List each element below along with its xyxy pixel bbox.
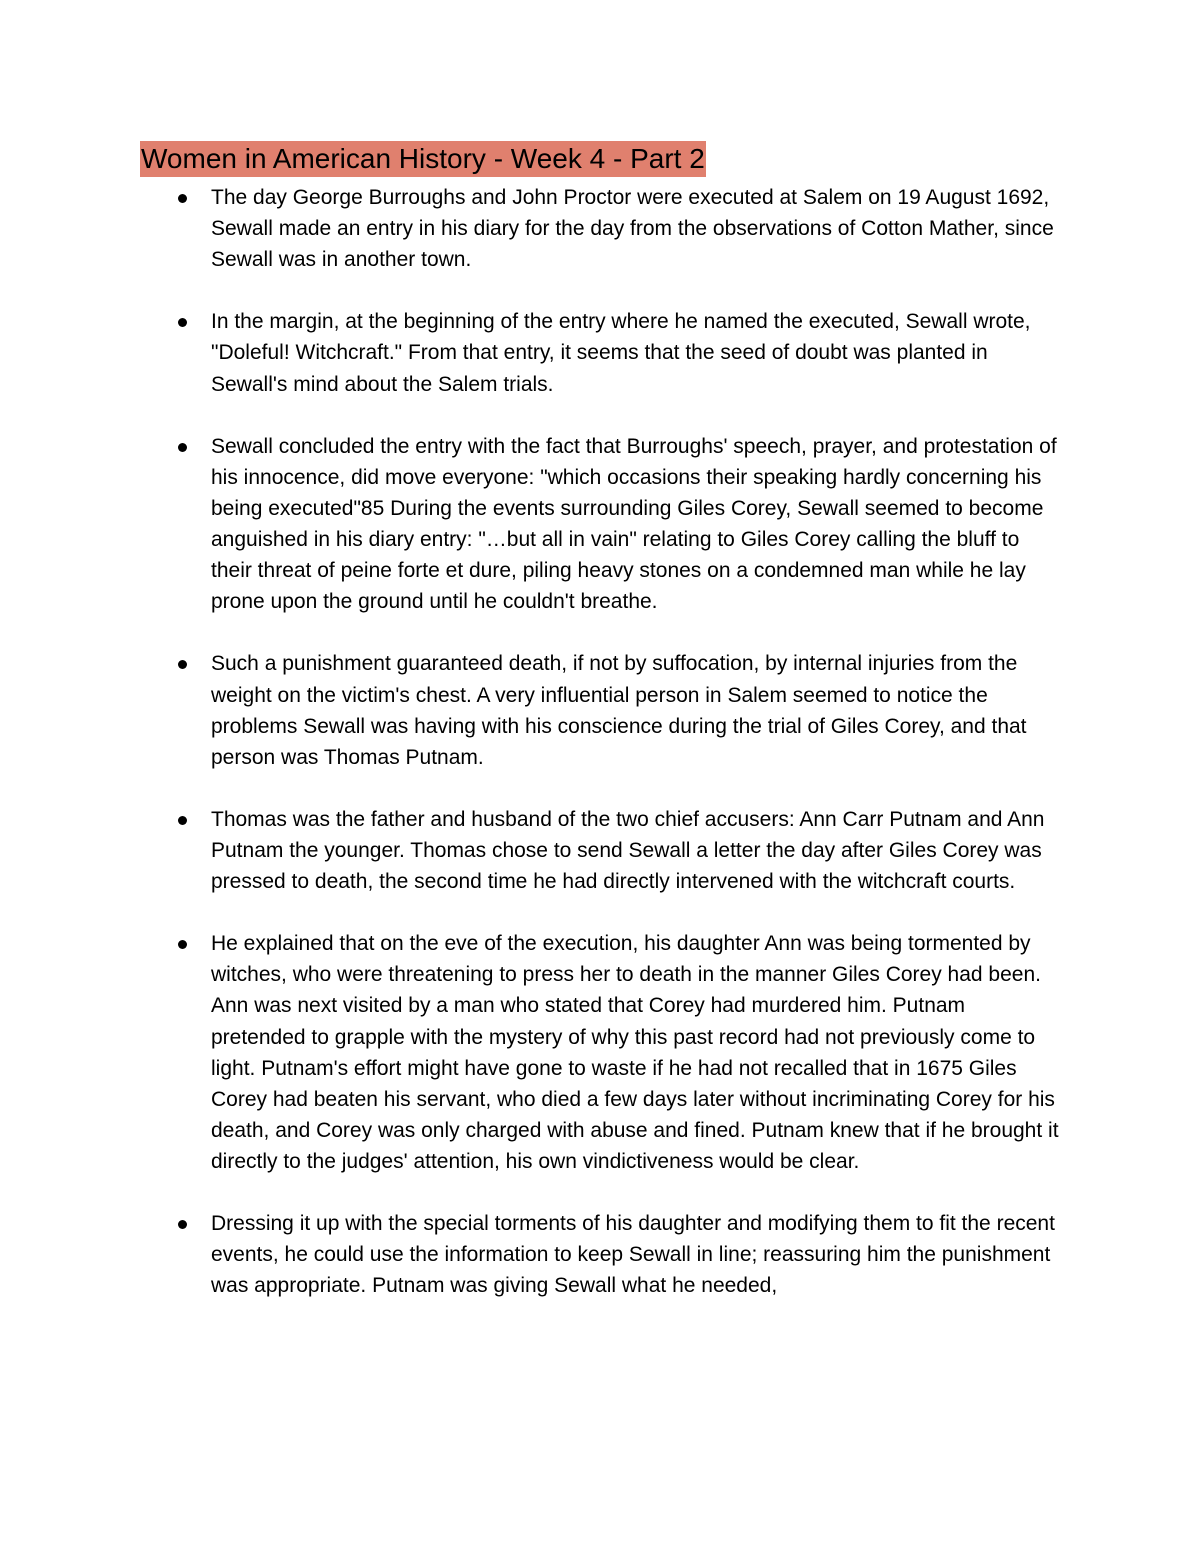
list-item bbox=[0, 431, 1061, 618]
list-item bbox=[0, 306, 1061, 399]
list-item-text: He explained that on the eve of the execution, his daughter Ann was being tormented by witches, who were threatening to press her to death in the manner Giles Corey had been. Ann was next visited by a man who stated that Corey had murdered him. Putnam pretended to grapple with the mystery of why this past record had not previously come to light. Putnam's effort might have gone to waste if he had not recalled that in 1675 Giles Corey had beaten his servant, who died a few days later without incriminating Corey for his death, and Corey was only charged with abuse and fined. Putnam knew that if he brought it directly to the judges' attention, his own vindictiveness would be clear. bbox=[211, 932, 1059, 1173]
list-item-text: Dressing it up with the special torments of his daughter and modifying them to fit the recent events, he could use the information to keep Sewall in line; reassuring him the punishment was appropriate. Putnam was giving Sewall what he needed, bbox=[211, 1212, 1055, 1298]
list-item-text: The day George Burroughs and John Proctor were executed at Salem on 19 August 1692, Sewall made an entry in his diary for the day from the observations of Cotton Mather, since Sewall was in another town. bbox=[211, 186, 1054, 272]
bullet-point-icon bbox=[178, 443, 187, 452]
list-item-text: Thomas was the father and husband of the two chief accusers: Ann Carr Putnam and Ann Putnam the younger. Thomas chose to send Sewall a letter the day after Giles Corey was pressed to death, the second time he had directly intervened with the witchcraft courts. bbox=[211, 807, 1045, 894]
bullet-list bbox=[0, 182, 1200, 1332]
list-item-text: Such a punishment guaranteed death, if not by suffocation, by internal injuries from the weight on the victim's chest. A very influential person in Salem seemed to notice the problems Sewall was having with his conscience during the trial of Giles Corey, and that person was Thomas Putnam. bbox=[211, 652, 1027, 769]
list-item-text: Sewall concluded the entry with the fact that Burroughs' speech, prayer, and protestation of his innocence, did move everyone: "which occasions their speaking hardly concerning his being executed"85 During the events surrounding Giles Corey, Sewall seemed to become anguished in his diary entry: "…but all in vain" relating to Giles Corey calling the bluff to their threat of peine forte et dure, piling heavy stones on a condemned man while he lay prone upon the ground until he couldn't breathe. bbox=[211, 434, 1057, 614]
title-block bbox=[140, 141, 706, 177]
list-item bbox=[0, 648, 1061, 772]
bullet-point-icon bbox=[178, 660, 187, 669]
bullet-point-icon bbox=[178, 940, 187, 949]
bullet-point-icon bbox=[178, 318, 187, 327]
list-item bbox=[0, 804, 1061, 897]
list-item bbox=[0, 1208, 1061, 1301]
document-title: Women in American History - Week 4 - Part 2 bbox=[140, 141, 706, 177]
bullet-point-icon bbox=[178, 816, 187, 825]
list-item bbox=[0, 182, 1061, 275]
list-item bbox=[0, 928, 1061, 1177]
list-item-text: In the margin, at the beginning of the entry where he named the executed, Sewall wrote, "Doleful! Witchcraft." From that entry, it seems that the seed of doubt was planted in Sewall's mind about the Salem trials. bbox=[211, 310, 1031, 396]
bullet-point-icon bbox=[178, 1220, 187, 1229]
bullet-point-icon bbox=[178, 194, 187, 203]
